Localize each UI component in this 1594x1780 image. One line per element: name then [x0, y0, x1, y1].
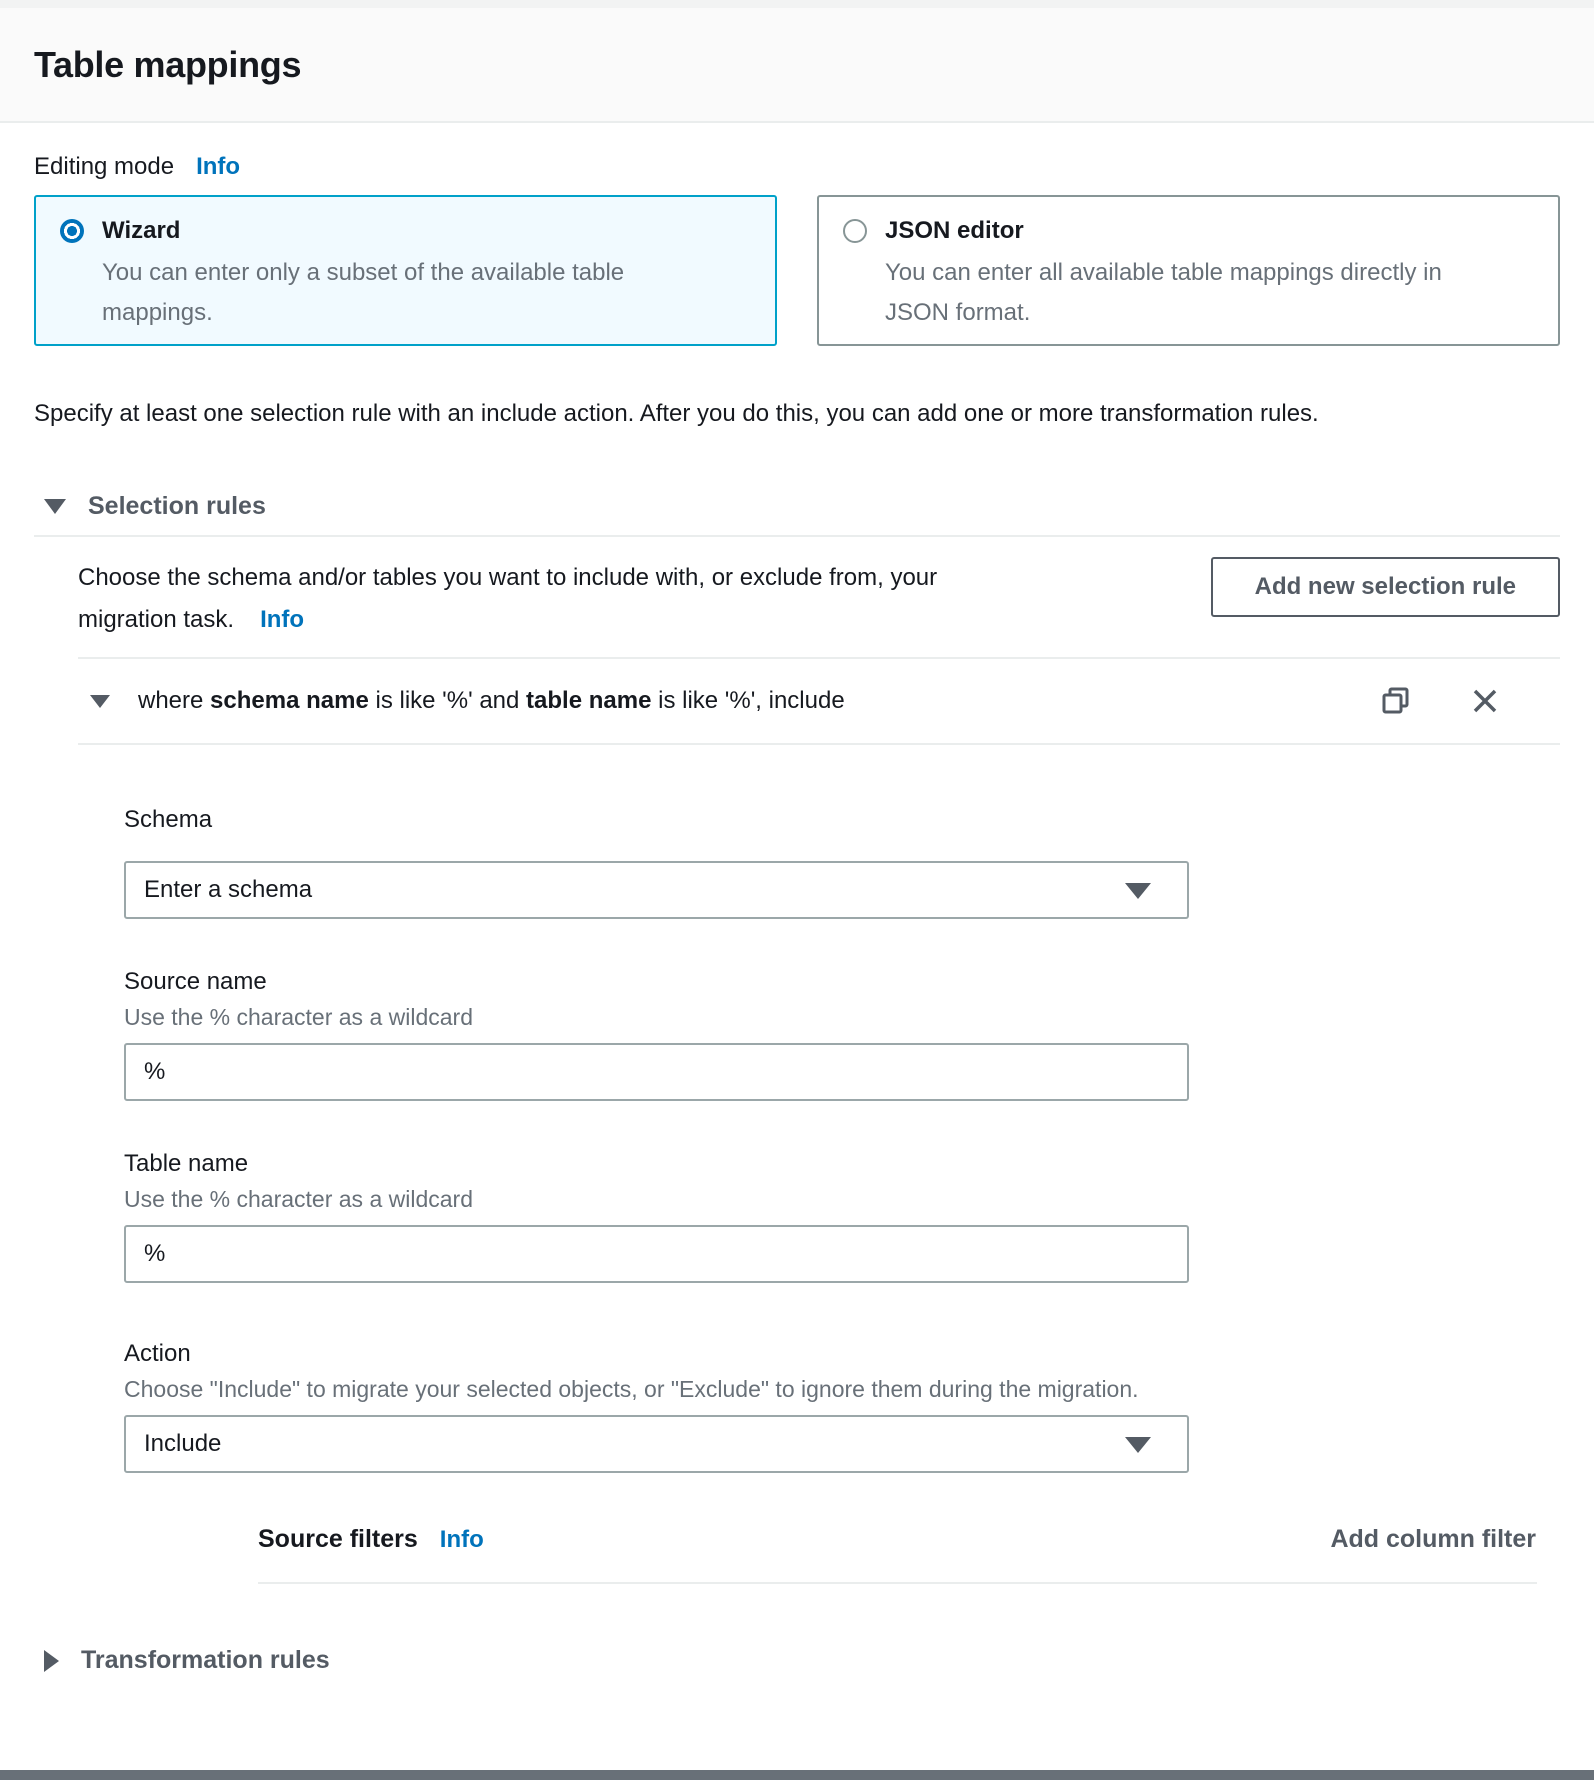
- selection-rules-section-toggle[interactable]: [34, 492, 1560, 521]
- chevron-down-icon: [44, 499, 66, 514]
- source-filters-info-link[interactable]: Info: [439, 1526, 484, 1553]
- bottom-panel-edge: [0, 1770, 1594, 1780]
- select-caret-icon: [1125, 883, 1151, 899]
- json-card-top: [843, 217, 1534, 245]
- transformation-rules-section-toggle[interactable]: [34, 1646, 1560, 1675]
- rule-summary-where: where: [138, 687, 211, 714]
- selection-rule-form: [78, 745, 1560, 1584]
- selection-rules-info-link[interactable]: Info: [260, 606, 305, 633]
- transformation-rules-title: Transformation rules: [81, 1646, 330, 1674]
- action-field-group: [124, 1339, 1560, 1473]
- panel-header: [0, 8, 1594, 123]
- rule-summary-mid: is like '%' and: [368, 687, 527, 714]
- action-label: Action: [124, 1340, 191, 1367]
- add-new-selection-rule-button[interactable]: Add new selection rule: [1211, 557, 1560, 617]
- select-caret-icon: [1125, 1437, 1151, 1453]
- action-constraint: Choose "Include" to migrate your selected objects, or "Exclude" to ignore them during the migration.: [124, 1376, 1139, 1402]
- page-title: Table mappings: [34, 43, 302, 85]
- copy-icon: [1380, 685, 1412, 717]
- radio-unselected-icon[interactable]: [843, 219, 867, 243]
- editing-mode-row: [34, 153, 1560, 181]
- selection-rule-header: [78, 659, 1560, 743]
- page-top-strip: [0, 0, 1594, 8]
- editing-mode-label: Editing mode: [34, 153, 175, 180]
- schema-select-value: Enter a schema: [144, 876, 313, 903]
- delete-rule-button[interactable]: [1470, 686, 1500, 716]
- editing-mode-option-wizard[interactable]: [34, 195, 777, 346]
- table-mappings-panel: [0, 153, 1594, 1675]
- selection-rules-description: [78, 557, 978, 641]
- source-filters-label: Source filters: [258, 1525, 418, 1553]
- action-select[interactable]: [124, 1415, 1189, 1473]
- intro-text: Specify at least one selection rule with an include action. After you do this, you can add one or more transformation rules.: [34, 400, 1319, 427]
- editing-mode-info-link[interactable]: Info: [196, 153, 241, 180]
- source-name-constraint: Use the % character as a wildcard: [124, 1004, 473, 1030]
- schema-field-group: [124, 805, 1560, 919]
- selection-rule-summary[interactable]: [138, 687, 845, 715]
- schema-label: Schema: [124, 806, 213, 833]
- source-filters-divider: [258, 1582, 1537, 1584]
- source-name-label: Source name: [124, 968, 267, 995]
- json-editor-option-description: You can enter all available table mappings directly in JSON format.: [885, 259, 1442, 326]
- rule-summary-end: is like '%', include: [651, 687, 845, 714]
- wizard-card-top: [60, 217, 751, 245]
- source-name-field-group: [124, 967, 1560, 1101]
- table-name-input[interactable]: [124, 1225, 1189, 1283]
- source-name-input[interactable]: [124, 1043, 1189, 1101]
- rule-summary-table: table name: [526, 687, 652, 714]
- rule-summary-schema: schema name: [210, 687, 369, 714]
- selection-rules-description-text: Choose the schema and/or tables you want to include with, or exclude from, your migration task.: [78, 564, 938, 633]
- table-name-label: Table name: [124, 1150, 249, 1177]
- wizard-option-title: Wizard: [102, 217, 181, 244]
- wizard-option-description: You can enter only a subset of the available table mappings.: [102, 259, 625, 326]
- source-filters-row: [258, 1525, 1560, 1554]
- chevron-right-icon: [44, 1650, 59, 1672]
- selection-rules-toolbar: [34, 557, 1560, 641]
- editing-mode-option-json-editor[interactable]: [817, 195, 1560, 346]
- table-name-field-group: [124, 1149, 1560, 1283]
- radio-selected-icon[interactable]: [60, 219, 84, 243]
- add-column-filter-button[interactable]: Add column filter: [1330, 1525, 1536, 1553]
- selection-rules-title: Selection rules: [88, 492, 266, 520]
- rule-actions: [1380, 685, 1500, 717]
- json-editor-option-title: JSON editor: [885, 217, 1024, 244]
- close-icon: [1470, 686, 1500, 716]
- table-name-constraint: Use the % character as a wildcard: [124, 1186, 473, 1212]
- editing-mode-options: [34, 195, 1560, 346]
- schema-select[interactable]: [124, 861, 1189, 919]
- rule-chevron-down-icon[interactable]: [90, 695, 110, 708]
- action-select-value: Include: [144, 1430, 222, 1457]
- copy-rule-button[interactable]: [1380, 685, 1412, 717]
- section-divider: [34, 535, 1560, 537]
- selection-rule-item: [78, 657, 1560, 1584]
